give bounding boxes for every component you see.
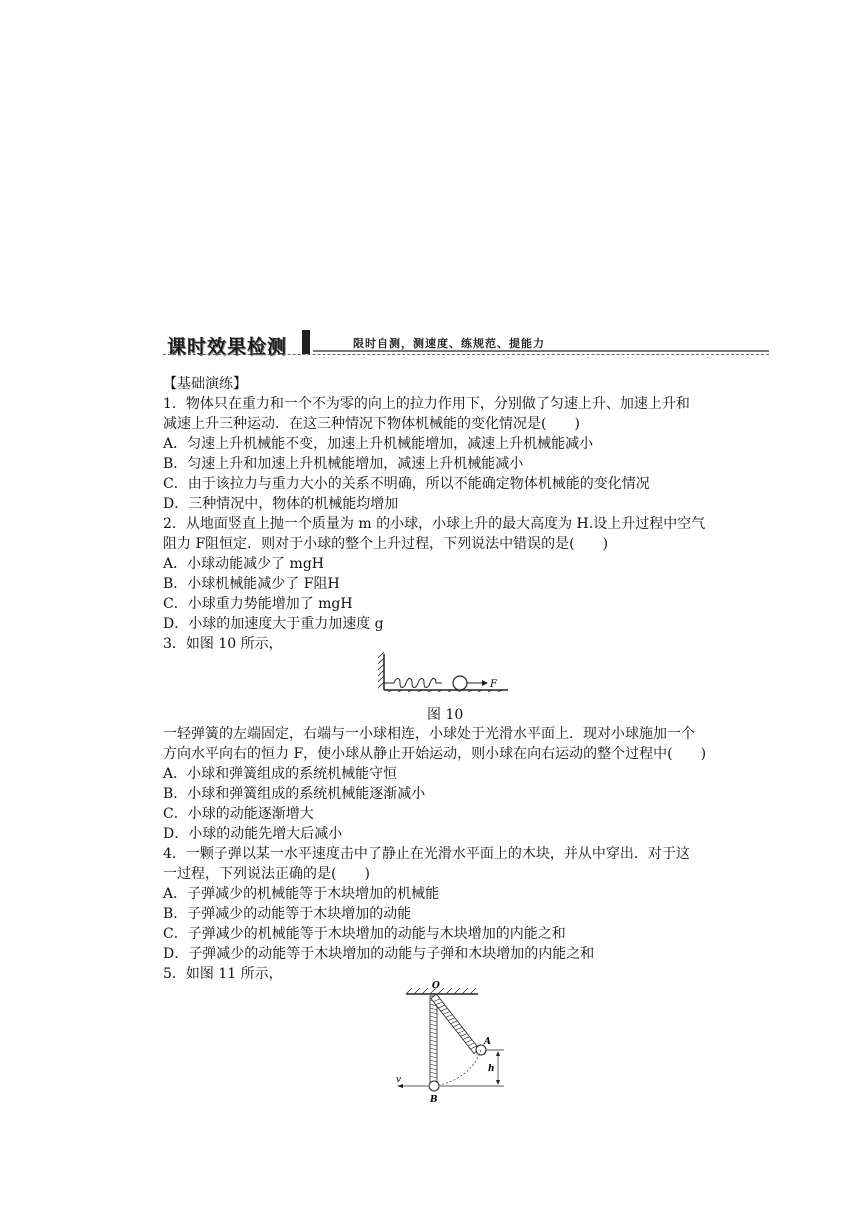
spring-coil	[384, 679, 442, 688]
text-line: C．子弹减少的机械能等于木块增加的动能与木块增加的内能之和	[163, 926, 566, 942]
swing-arc	[434, 1050, 481, 1086]
figure-11-pendulum-diagram	[392, 978, 522, 1108]
text-line: 方向水平向右的恒力 F，使小球从静止开始运动，则小球在向右运动的整个过程中( )	[163, 746, 707, 762]
figure-10-caption: 图 10	[427, 707, 464, 723]
banner-divider-bar	[302, 330, 310, 354]
text-line: B．匀速上升和加速上升机械能增加，减速上升机械能减小	[163, 456, 524, 472]
text-line: 3．如图 10 所示，	[163, 636, 283, 652]
text-line: B．小球机械能减少了 F阻H	[163, 576, 340, 592]
banner-title: 课时效果检测	[167, 336, 288, 358]
text-line: C．小球重力势能增加了 mgH	[163, 596, 353, 612]
text-line: D．小球的加速度大于重力加速度 g	[163, 616, 384, 632]
text-line: B．子弹减少的动能等于木块增加的动能	[163, 906, 412, 922]
text-line: A．小球动能减少了 mgH	[163, 556, 325, 572]
tilted-spring	[431, 994, 480, 1053]
text-line: D．三种情况中，物体的机械能均增加	[163, 496, 399, 512]
text-line: 1．物体只在重力和一个不为零的向上的拉力作用下，分别做了匀速上升、加速上升和	[163, 396, 690, 412]
section-heading: 【基础演练】	[163, 376, 247, 392]
force-label: F	[490, 679, 497, 690]
text-line: 减速上升三种运动．在这三种情况下物体机械能的变化情况是( )	[163, 416, 580, 432]
text-line: 2．从地面竖直上抛一个质量为 m 的小球，小球上升的最大高度为 H.设上升过程中空气	[163, 516, 706, 532]
banner-solid-rule	[313, 350, 769, 352]
text-line: B．小球和弹簧组成的系统机械能逐渐减小	[163, 786, 426, 802]
text-line: A．子弹减少的机械能等于木块增加的机械能	[163, 886, 440, 902]
banner-subtitle: 限时自测，测速度、练规范、提能力	[353, 337, 545, 350]
text-line: 4．一颗子弹以某一水平速度击中了静止在光滑水平面上的木块，并从中穿出．对于这	[163, 846, 690, 862]
text-line: 一轻弹簧的左端固定，右端与一小球相连，小球处于光滑水平面上．现对小球施加一个	[163, 726, 695, 742]
text-line: D．小球的动能先增大后减小	[163, 826, 343, 842]
text-line: 阻力 F阻恒定．则对于小球的整个上升过程，下列说法中错误的是( )	[163, 536, 609, 552]
label-v: v	[396, 1075, 402, 1085]
ball-b	[429, 1081, 439, 1091]
text-line: A．小球和弹簧组成的系统机械能守恒	[163, 766, 398, 782]
label-o: O	[432, 981, 440, 991]
text-line: A．匀速上升机械能不变，加速上升机械能增加，减速上升机械能减小	[163, 436, 594, 452]
label-a: A	[484, 1037, 491, 1047]
label-h: h	[488, 1064, 495, 1074]
text-line: D．子弹减少的动能等于木块增加的动能与子弹和木块增加的内能之和	[163, 946, 595, 962]
text-line: C．由于该拉力与重力大小的关系不明确，所以不能确定物体机械能的变化情况	[163, 476, 650, 492]
banner-dashed-rule	[163, 354, 769, 355]
section-banner	[163, 330, 769, 356]
text-line: 一过程，下列说法正确的是( )	[163, 866, 370, 882]
text-line: 5．如图 11 所示，	[163, 966, 283, 982]
figure-10-spring-diagram	[378, 652, 518, 692]
label-b: B	[430, 1095, 438, 1105]
ball	[453, 676, 467, 690]
text-line: C．小球的动能逐渐增大	[163, 806, 314, 822]
